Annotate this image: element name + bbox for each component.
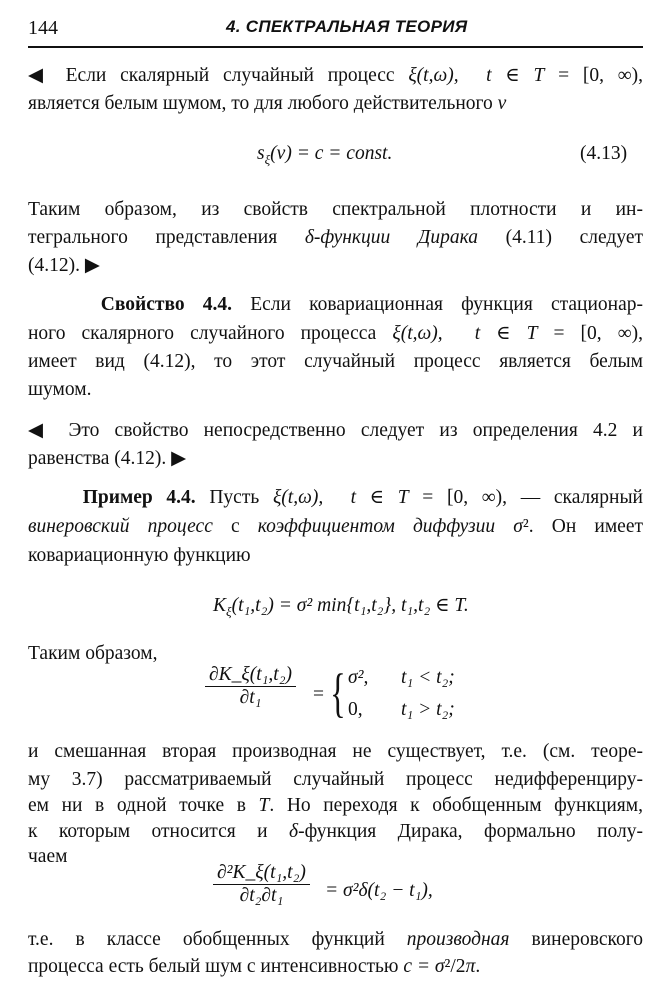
- property-4-4-line: [28, 292, 643, 318]
- numerator: ∂K_ξ(t₁,t₂): [209, 664, 292, 685]
- text-segment: δ-функции Дирака: [304, 227, 478, 248]
- text-segment: ². Он имеет: [522, 516, 643, 537]
- property-4-4-line: [28, 349, 643, 375]
- fraction: [213, 862, 310, 907]
- text-segment: Таким образом, из свойств спектральной плотности и ин-: [28, 199, 643, 220]
- text-segment: = [0, ∞), — скалярный: [408, 487, 643, 508]
- proof-intro-line: [28, 63, 643, 89]
- text-segment: (4.11) следует: [477, 227, 644, 248]
- text-segment: Таким образом,: [28, 643, 158, 664]
- text-segment: является белым шумом, то для любого действительного: [28, 93, 498, 114]
- text-segment: T: [258, 795, 270, 816]
- proof-intro-line: [28, 91, 643, 117]
- running-header: 4. СПЕКТРАЛЬНАЯ ТЕОРИЯ: [226, 17, 468, 36]
- denominator: ∂t₂∂t₁: [239, 885, 284, 907]
- eq-subscript: ξ: [226, 603, 232, 619]
- text-segment: δ: [289, 821, 299, 842]
- text-segment: ξ(t,ω), t ∈ T: [392, 323, 538, 344]
- eq-rest: (ν) = c = const.: [270, 143, 393, 164]
- text-segment: к которым относится и: [28, 821, 290, 842]
- equation-4-13: [257, 143, 392, 168]
- example-4-4-line: [28, 485, 643, 511]
- text-segment: ◀ Если скалярный случайный процесс: [28, 65, 409, 86]
- text-segment: винеровского: [509, 929, 643, 950]
- mixed-derivative-text-line: [28, 793, 643, 819]
- rhs: = σ²δ(t₂ − t₁),: [325, 880, 433, 901]
- text-segment: тегрального представления: [28, 227, 305, 248]
- equation-number: (4.13): [580, 143, 628, 164]
- proof-conclusion-line: [28, 253, 643, 279]
- numerator: ∂²K_ξ(t₁,t₂): [217, 862, 306, 883]
- text-segment: Пусть: [195, 487, 273, 508]
- text-segment: ν: [497, 93, 507, 114]
- conclusion-text-line: [28, 954, 643, 980]
- text-segment: равенства (4.12). ▶: [28, 448, 187, 469]
- text-segment: чаем: [28, 846, 68, 867]
- eq-symbol: K: [213, 595, 227, 616]
- property-4-4-line: [28, 377, 643, 403]
- text-segment: ковариационную функцию: [28, 545, 251, 566]
- case2-value: 0,: [348, 699, 363, 720]
- text-segment: коэффициентом диффузии σ: [257, 516, 523, 537]
- page-number: 144: [28, 17, 58, 39]
- text-segment: му 3.7) рассматриваемый случайный процесс недифференциру-: [28, 769, 643, 790]
- eq-symbol: s: [257, 143, 265, 164]
- text-segment: ◀ Это свойство непосредственно следует из определения 4.2 и: [28, 420, 643, 441]
- text-segment: ξ(t,ω), t ∈ T: [408, 65, 545, 86]
- second-derivative-equation: [213, 862, 493, 922]
- covariance-equation: [213, 593, 469, 620]
- text-segment: процесса есть белый шум с интенсивностью: [28, 956, 404, 977]
- mixed-derivative-text-line: [28, 819, 643, 845]
- text-segment: Если ковариационная функция стационар-: [232, 294, 643, 315]
- text-segment: c = σ: [403, 956, 445, 977]
- text-segment: и смешанная вторая производная не существует, т.е. (см. теоре-: [28, 741, 643, 762]
- text-segment: Пример 4.4.: [28, 487, 196, 508]
- text-segment: шумом.: [28, 379, 92, 400]
- property-proof-line: [28, 418, 643, 444]
- case1-value: σ²,: [348, 667, 369, 688]
- mixed-derivative-text-line: [28, 767, 643, 793]
- text-segment: т.е. в классе обобщенных функций: [28, 929, 407, 950]
- text-segment: = [0, ∞),: [544, 65, 644, 86]
- text-segment: имеет вид (4.12), то этот случайный процесс является белым: [28, 351, 643, 372]
- property-proof-line: [28, 446, 643, 472]
- text-segment: ²/2: [444, 956, 466, 977]
- text-segment: винеровский процесс: [28, 516, 213, 537]
- text-segment: -функция Дирака, формально полу-: [298, 821, 643, 842]
- first-derivative-equation: [205, 664, 485, 734]
- text-segment: с: [212, 516, 258, 537]
- eq-rest: (t₁,t₂) = σ² min{t₁,t₂}, t₁,t₂ ∈ T.: [231, 595, 469, 616]
- left-brace: {: [330, 663, 346, 723]
- text-segment: ного скалярного случайного процесса: [28, 323, 393, 344]
- equals-sign: =: [313, 684, 324, 705]
- text-segment: = [0, ∞),: [537, 323, 643, 344]
- text-segment: π: [465, 956, 476, 977]
- text-segment: . Но переходя к обобщенным функциям,: [269, 795, 643, 816]
- text-segment: Свойство 4.4.: [28, 294, 233, 315]
- example-4-4-line: [28, 514, 643, 540]
- property-4-4-line: [28, 321, 643, 347]
- mixed-derivative-text-line: [28, 739, 643, 765]
- example-4-4-line: [28, 543, 643, 569]
- text-segment: ξ(t,ω), t ∈ T: [272, 487, 409, 508]
- text-segment: ем ни в одной точке в: [28, 795, 259, 816]
- case2-condition: t₁ > t₂;: [401, 699, 455, 720]
- case1-condition: t₁ < t₂;: [401, 667, 455, 688]
- eq-subscript: ξ: [264, 151, 271, 167]
- proof-conclusion-line: [28, 197, 643, 223]
- text-segment: (4.12). ▶: [28, 255, 100, 276]
- header-rule: [28, 46, 643, 48]
- denominator: ∂t₁: [239, 687, 262, 709]
- text-segment: производная: [406, 929, 510, 950]
- proof-conclusion-line: [28, 225, 643, 251]
- fraction: [205, 664, 296, 709]
- text-segment: .: [475, 956, 481, 977]
- conclusion-text-line: [28, 927, 643, 953]
